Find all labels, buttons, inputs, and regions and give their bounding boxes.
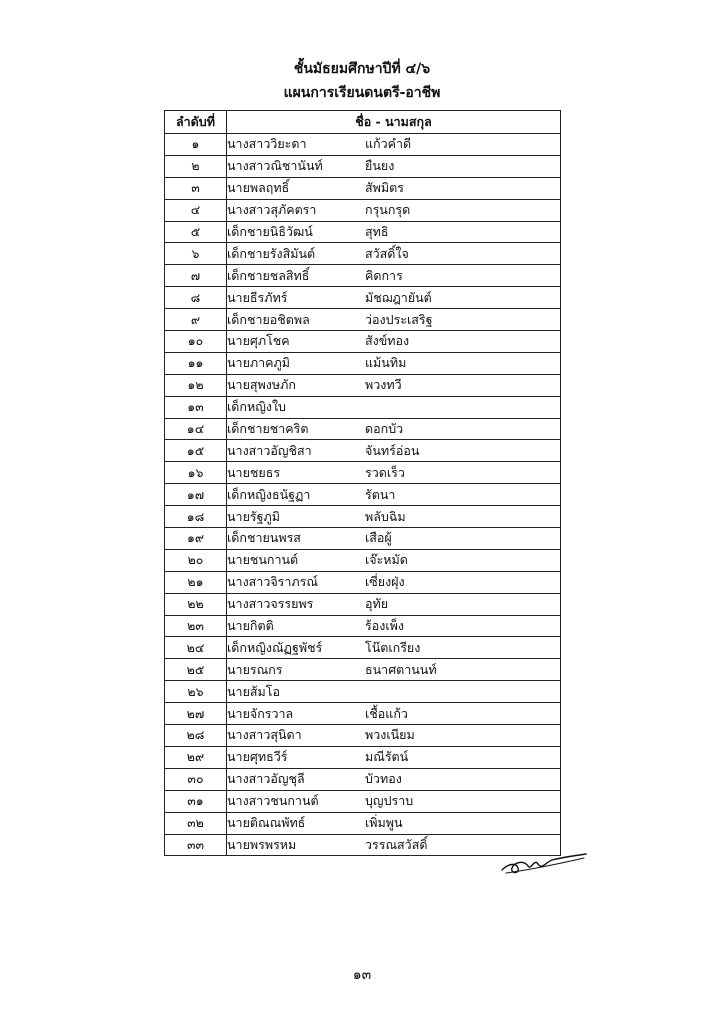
first-name: นายศุภโชค: [227, 333, 290, 349]
first-name: เด็กหญิงใบ: [227, 399, 286, 415]
student-name-cell: [227, 352, 561, 374]
first-name: นายรัฐภูมิ: [227, 508, 280, 524]
student-name-cell: [227, 199, 561, 221]
row-number: ๑๔: [165, 418, 227, 440]
student-name-cell: [227, 637, 561, 659]
table-row: [165, 287, 561, 309]
row-number: ๒๔: [165, 637, 227, 659]
first-name: นางสาวจรรยพร: [227, 596, 314, 612]
row-number: ๓๑: [165, 790, 227, 812]
row-number: ๒๒: [165, 593, 227, 615]
table-row: [165, 528, 561, 550]
table-row: [165, 637, 561, 659]
last-name: รัตนา: [365, 486, 396, 502]
table-row: [165, 374, 561, 396]
first-name: เด็กหญิงณัฏฐพัชร์: [227, 639, 323, 655]
first-name: นายส้มโอ: [227, 683, 280, 699]
last-name: เจ๊ะหมัด: [365, 552, 408, 568]
row-number: ๔: [165, 199, 227, 221]
last-name: สุทธิ: [365, 224, 389, 239]
row-number: ๓๓: [165, 834, 227, 856]
page-title: ชั้นมัธยมศึกษาปีที่ ๔/๖: [293, 61, 431, 77]
table-row: [165, 243, 561, 265]
row-number: ๒๗: [165, 703, 227, 725]
row-number: ๑๓: [165, 396, 227, 418]
first-name: นางสาวจิราภรณ์: [227, 574, 318, 590]
last-name: เพิ่มพูน: [365, 815, 403, 831]
last-name: คิดการ: [365, 267, 403, 283]
row-number: ๑: [165, 134, 227, 156]
row-number: ๒๙: [165, 746, 227, 768]
first-name: นายจักรวาล: [227, 705, 294, 721]
first-name: เด็กชายนพรส: [227, 530, 301, 546]
last-name: มณีรัตน์: [365, 749, 409, 765]
table-row: [165, 659, 561, 681]
student-name-cell: [227, 462, 561, 484]
student-name-cell: [227, 790, 561, 812]
first-name: นายศุทธวีร์: [227, 749, 288, 765]
row-number: ๖: [165, 243, 227, 265]
row-number: ๑๗: [165, 484, 227, 506]
last-name: แก้วคำดี: [365, 136, 412, 152]
page-subtitle: แผนการเรียนดนตรี-อาชีพ: [283, 85, 441, 101]
row-number: ๑๒: [165, 374, 227, 396]
first-name: นางสาวณิชานันท์: [227, 158, 323, 174]
table-row: [165, 790, 561, 812]
student-name-cell: [227, 484, 561, 506]
student-name-cell: [227, 134, 561, 156]
first-name: นายภาคภูมิ: [227, 355, 290, 371]
student-name-cell: [227, 681, 561, 703]
first-name: นายพลฤทธิ์: [227, 180, 290, 196]
first-name: นายสุพงษภัก: [227, 377, 296, 393]
row-number: ๒๘: [165, 725, 227, 747]
table-row: [165, 155, 561, 177]
student-name-cell: [227, 659, 561, 681]
table-row: [165, 462, 561, 484]
table-row: [165, 199, 561, 221]
student-name-cell: [227, 287, 561, 309]
first-name: นายติณณพัทธ์: [227, 815, 306, 831]
last-name: กรุนกรุด: [365, 202, 411, 218]
last-name: บุญปราบ: [365, 793, 414, 809]
first-name: เด็กหญิงธนัฐฏา: [227, 486, 311, 502]
student-name-cell: [227, 243, 561, 265]
student-name-cell: [227, 768, 561, 790]
student-name-cell: [227, 309, 561, 331]
first-name: เด็กชายชาคริต: [227, 421, 309, 437]
last-name: เชื้อแก้ว: [365, 705, 408, 721]
student-name-cell: [227, 418, 561, 440]
row-number: ๒๖: [165, 681, 227, 703]
last-name: สังข์ทอง: [365, 333, 410, 349]
first-name: นางสาวสุนิดา: [227, 727, 302, 743]
first-name: นางสาวอัญชุลี: [227, 771, 305, 787]
last-name: สัพมิตร: [365, 180, 404, 196]
table-row: [165, 484, 561, 506]
student-name-cell: [227, 506, 561, 528]
student-name-cell: [227, 331, 561, 353]
row-number: ๒๓: [165, 615, 227, 637]
row-number: ๗: [165, 265, 227, 287]
row-number: ๓๐: [165, 768, 227, 790]
column-header-name: ชื่อ - นามสกุล: [227, 111, 561, 134]
student-name-cell: [227, 703, 561, 725]
last-name: รวดเร็ว: [365, 464, 405, 480]
row-number: ๘: [165, 287, 227, 309]
row-number: ๕: [165, 221, 227, 243]
last-name: ยืนยง: [365, 158, 395, 174]
last-name: สวัสดิ์ใจ: [365, 245, 409, 261]
table-row: [165, 352, 561, 374]
student-name-cell: [227, 725, 561, 747]
row-number: ๒๐: [165, 549, 227, 571]
row-number: ๓๒: [165, 812, 227, 834]
first-name: เด็กชายชลสิทธิ์: [227, 267, 310, 283]
table-row: [165, 593, 561, 615]
student-name-cell: [227, 265, 561, 287]
student-name-cell: [227, 571, 561, 593]
row-number: ๒: [165, 155, 227, 177]
first-name: นางสาวชนกานต์: [227, 793, 319, 809]
table-row: [165, 549, 561, 571]
last-name: ร้องเพ็ง: [365, 618, 404, 634]
table-row: [165, 396, 561, 418]
last-name: ธนาศตานนท์: [365, 661, 437, 677]
last-name: มัชฌฎายันต์: [365, 289, 432, 305]
student-name-cell: [227, 615, 561, 637]
table-row: [165, 768, 561, 790]
table-row: [165, 309, 561, 331]
table-header-row: [165, 111, 561, 134]
table-row: [165, 725, 561, 747]
first-name: เด็กชายรังสิมันต์: [227, 245, 316, 261]
student-name-cell: [227, 593, 561, 615]
table-row: [165, 571, 561, 593]
row-number: ๑๑: [165, 352, 227, 374]
row-number: ๑๕: [165, 440, 227, 462]
table-row: [165, 703, 561, 725]
first-name: เด็กชายนิธิวัฒน์: [227, 224, 313, 239]
student-name-cell: [227, 549, 561, 571]
row-number: ๓: [165, 177, 227, 199]
row-number: ๒๑: [165, 571, 227, 593]
column-header-number: ลำดับที่: [165, 111, 227, 134]
last-name: ดอกบัว: [365, 421, 404, 437]
first-name: นายกิตติ: [227, 618, 274, 634]
student-name-cell: [227, 396, 561, 418]
row-number: ๑๐: [165, 331, 227, 353]
table-row: [165, 746, 561, 768]
last-name: ว่องประเสริฐ: [365, 311, 433, 327]
last-name: โน๊ตเกรียง: [365, 639, 421, 655]
first-name: นางสาวสุภัคตรา: [227, 202, 317, 218]
page-number: ๑๓: [352, 967, 372, 983]
last-name: พวงเนียม: [365, 727, 415, 743]
first-name: นายรณกร: [227, 661, 283, 677]
table-row: [165, 265, 561, 287]
table-row: [165, 506, 561, 528]
row-number: ๑๖: [165, 462, 227, 484]
last-name: บัวทอง: [365, 771, 402, 787]
last-name: จันทร์อ่อน: [365, 442, 420, 458]
last-name: วรรณสวัสดิ์: [365, 836, 428, 852]
last-name: พวงทวี: [365, 377, 402, 393]
last-name: อุทัย: [365, 596, 389, 612]
student-name-cell: [227, 374, 561, 396]
row-number: ๒๕: [165, 659, 227, 681]
table-row: [165, 221, 561, 243]
first-name: นางสาวอัญชิสา: [227, 442, 312, 458]
first-name: นายชยธร: [227, 464, 281, 480]
table-row: [165, 615, 561, 637]
student-roster-table: [164, 110, 561, 856]
last-name: แม้นทิม: [365, 355, 407, 371]
student-name-cell: [227, 155, 561, 177]
table-row: [165, 134, 561, 156]
table-row: [165, 177, 561, 199]
student-name-cell: [227, 177, 561, 199]
first-name: นางสาววิยะดา: [227, 136, 307, 152]
signature-icon: [498, 846, 590, 878]
first-name: เด็กชายอชิตพล: [227, 311, 310, 327]
row-number: ๑๘: [165, 506, 227, 528]
student-name-cell: [227, 528, 561, 550]
student-name-cell: [227, 440, 561, 462]
last-name: พลับฉิม: [365, 508, 406, 524]
first-name: นายชนกานต์: [227, 552, 299, 568]
row-number: ๙: [165, 309, 227, 331]
table-row: [165, 681, 561, 703]
student-name-cell: [227, 221, 561, 243]
student-name-cell: [227, 746, 561, 768]
student-name-cell: [227, 812, 561, 834]
last-name: เซี่ยงฝุ่ง: [365, 574, 405, 590]
row-number: ๑๙: [165, 528, 227, 550]
table-row: [165, 331, 561, 353]
table-row: [165, 812, 561, 834]
first-name: นายพรพรหม: [227, 836, 297, 852]
table-row: [165, 440, 561, 462]
table-body: [165, 134, 561, 856]
first-name: นายธีรภัทร์: [227, 289, 288, 305]
last-name: เสือผู้: [365, 530, 392, 546]
table-row: [165, 418, 561, 440]
